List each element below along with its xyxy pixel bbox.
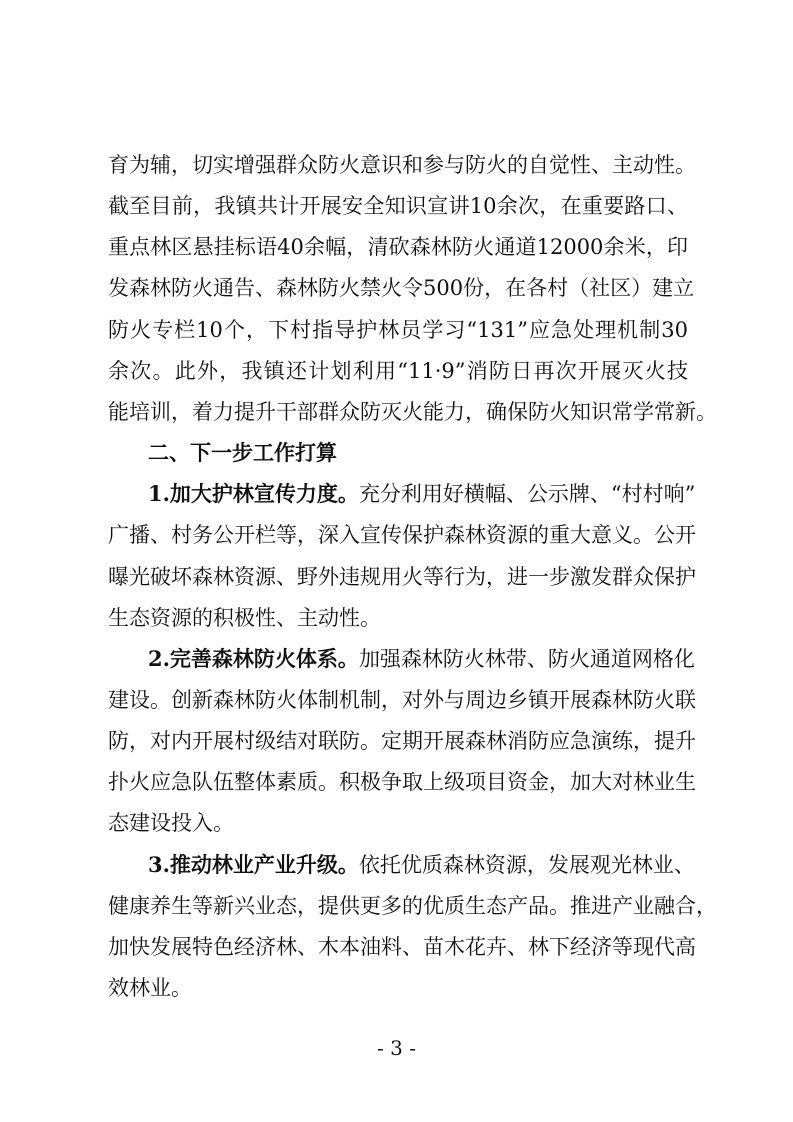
page-number: - 3 - xyxy=(377,1036,416,1060)
paragraph-line: 育为辅，切实增强群众防火意识和参与防火的自觉性、主动性。 xyxy=(108,153,696,177)
paragraph-line: 截至目前，我镇共计开展安全知识宣讲10余次，在重要路口、 xyxy=(108,194,688,218)
item-text: 充分利用好横幅、公示牌、“村村响” xyxy=(358,482,696,506)
paragraph-line: 能培训，着力提升干部群众防灭火能力，确保防火知识常学常新。 xyxy=(108,400,717,424)
paragraph-line: 态建设投入。 xyxy=(108,811,234,835)
paragraph-line: 效林业。 xyxy=(108,976,192,1000)
item-text: 依托优质森林资源，发展观光林业、 xyxy=(358,853,695,877)
section-heading: 二、下一步工作打算 xyxy=(148,441,337,465)
item-title: 2.完善森林防火体系。 xyxy=(148,646,359,671)
paragraph-line: 广播、村务公开栏等，深入宣传保护森林资源的重大意义。公开 xyxy=(108,523,696,547)
paragraph-line: 防，对内开展村级结对联防。定期开展森林消防应急演练，提升 xyxy=(108,729,696,753)
paragraph-line: 扑火应急队伍整体素质。积极争取上级项目资金，加大对林业生 xyxy=(108,770,696,794)
paragraph-line: 余次。此外，我镇还计划利用“11·9”消防日再次开展灭火技 xyxy=(108,359,688,383)
item-title: 3.推动林业产业升级。 xyxy=(148,852,359,877)
paragraph-line: 重点林区悬挂标语40余幅，清砍森林防火通道12000余米，印 xyxy=(108,235,688,259)
paragraph-line: 健康养生等新兴业态，提供更多的优质生态产品。推进产业融合， xyxy=(108,894,717,918)
item-first-line xyxy=(148,639,695,679)
paragraph-line: 加快发展特色经济林、木本油料、苗木花卉、林下经济等现代高 xyxy=(108,935,696,959)
paragraph-line: 建设。创新森林防火体制机制，对外与周边乡镇开展森林防火联 xyxy=(108,688,696,712)
paragraph-line: 曝光破坏森林资源、野外违规用火等行为，进一步激发群众保护 xyxy=(108,565,696,589)
item-first-line xyxy=(148,474,696,514)
item-title: 1.加大护林宣传力度。 xyxy=(148,481,359,506)
paragraph-line: 发森林防火通告、森林防火禁火令500份，在各村（社区）建立 xyxy=(108,276,695,300)
item-text: 加强森林防火林带、防火通道网格化 xyxy=(358,647,695,671)
paragraph-line: 防火专栏10个，下村指导护林员学习“131”应急处理机制30 xyxy=(108,318,688,342)
paragraph-line: 生态资源的积极性、主动性。 xyxy=(108,606,381,630)
item-first-line xyxy=(148,845,695,885)
